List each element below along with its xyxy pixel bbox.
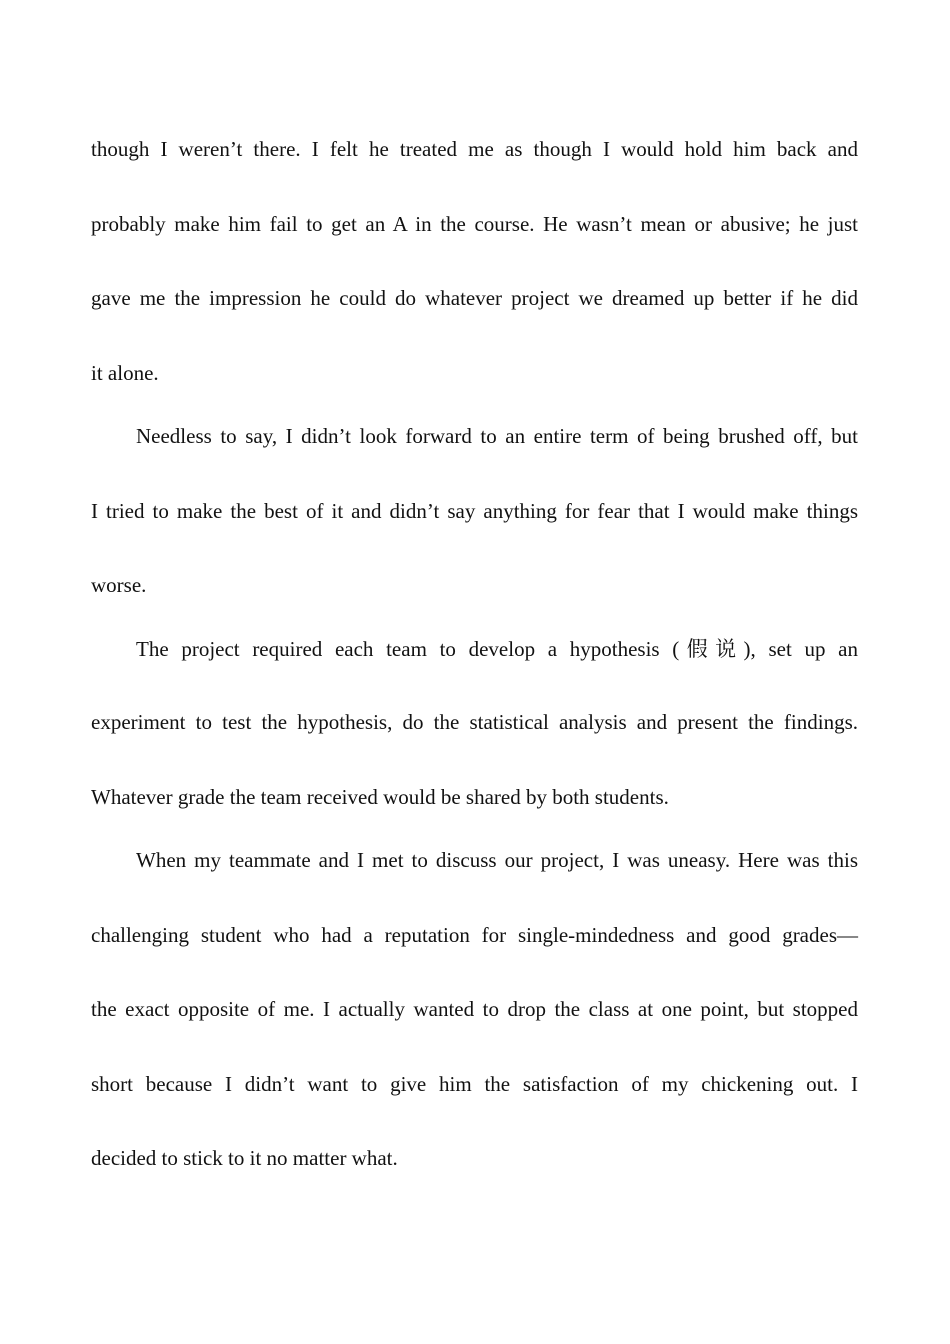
paragraph-line: it alone. [91, 361, 159, 385]
paragraph-line: probably make him fail to get an A in the course. He wasn’t mean or abusive; he just [91, 212, 858, 236]
paragraph-line: Whatever grade the team received would be shared by both students. [91, 785, 669, 809]
paragraph-line: short because I didn’t want to give him the satisfaction of my chickening out. I [91, 1072, 858, 1096]
paragraph-line: challenging student who had a reputation for single-mindedness and good grades— [91, 923, 858, 947]
paragraph-line: gave me the impression he could do whatever project we dreamed up better if he did [91, 286, 858, 310]
paragraph-line: The project required each team to develop a hypothesis (假说), set up an [136, 637, 858, 661]
paragraph-line: I tried to make the best of it and didn’t say anything for fear that I would make things [91, 499, 858, 523]
paragraph-line: the exact opposite of me. I actually wanted to drop the class at one point, but stopped [91, 997, 858, 1021]
paragraph-line: decided to stick to it no matter what. [91, 1146, 398, 1170]
paragraph-line: experiment to test the hypothesis, do the statistical analysis and present the findings. [91, 710, 858, 734]
paragraph-line: Needless to say, I didn’t look forward to an entire term of being brushed off, but [136, 424, 858, 448]
paragraph-line: worse. [91, 573, 147, 597]
paragraph-line: When my teammate and I met to discuss our project, I was uneasy. Here was this [136, 848, 858, 872]
paragraph-line: though I weren’t there. I felt he treated me as though I would hold him back and [91, 137, 858, 161]
